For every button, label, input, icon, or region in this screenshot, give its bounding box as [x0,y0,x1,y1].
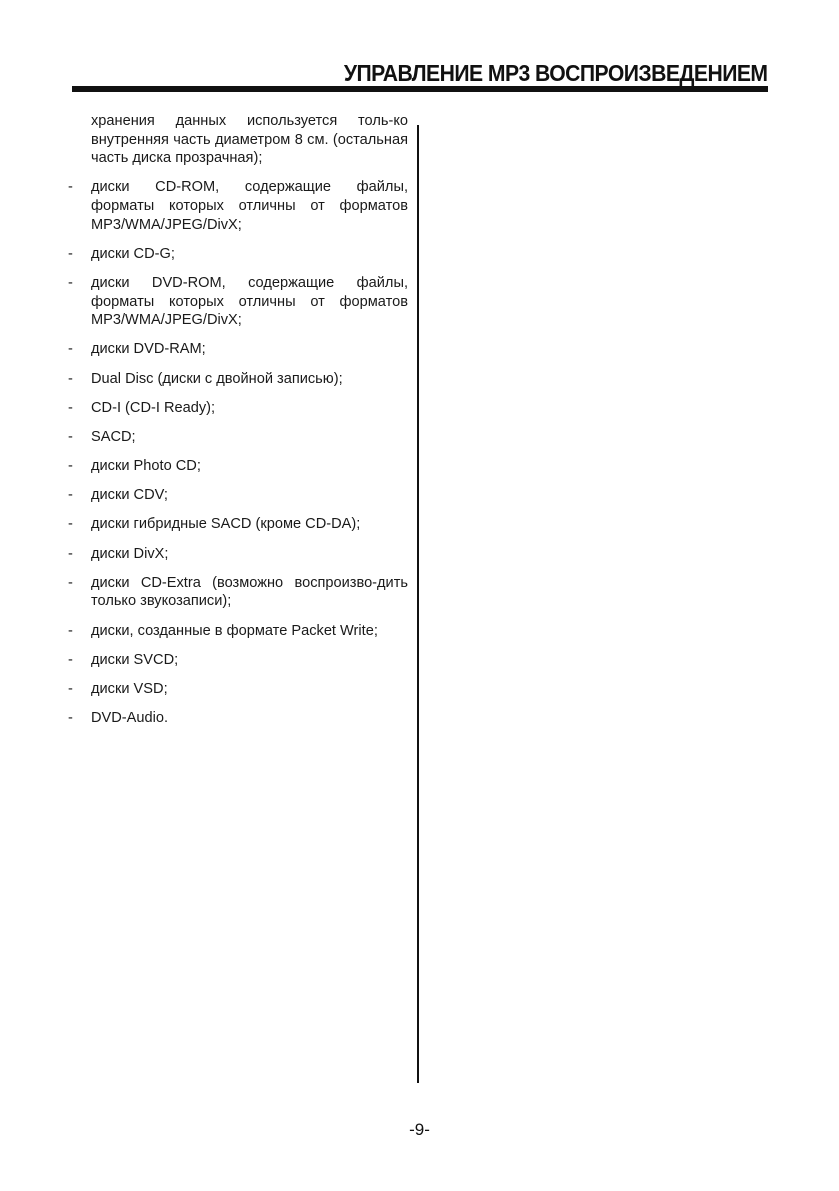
bullet-dash: - [68,622,73,639]
bullet-dash: - [68,274,73,291]
list-item-text: диски, созданные в формате Packet Write; [91,622,378,639]
bullet-dash: - [68,651,73,668]
unsupported-discs-list [68,178,408,727]
list-item-text: DVD-Audio. [91,710,169,727]
list-item [68,545,408,564]
bullet-dash: - [68,370,73,387]
bullet-dash: - [68,179,73,196]
list-item-text: Dual Disc (диски с двойной записью); [91,370,343,387]
bullet-dash: - [68,245,73,262]
list-item-text: SACD; [91,428,136,445]
list-item-text: CD-I (CD-I Ready); [91,399,216,416]
header-rule [72,86,768,92]
bullet-dash: - [68,428,73,445]
list-item [68,340,408,359]
list-item-text: диски CD-G; [91,245,175,262]
list-item-text: диски CD-Extra (возможно воспроизво-дить только звукозаписи); [91,574,408,610]
list-item [68,651,408,670]
list-item [68,574,408,611]
bullet-dash: - [68,545,73,562]
list-item [68,680,408,699]
list-item-text: диски DVD-RAM; [91,341,206,358]
list-item-text: диски VSD; [91,680,168,697]
page-number: -9- [409,1120,430,1139]
list-item [68,370,408,389]
bullet-dash: - [68,458,73,475]
continuation-paragraph: хранения данных используется толь-ко внутренняя часть диаметром 8 см. (остальная часть диска прозрачная); [91,113,408,167]
bullet-dash: - [68,710,73,727]
list-item [68,709,408,728]
list-item [68,245,408,264]
list-item [68,399,408,418]
list-item [68,515,408,534]
bullet-dash: - [68,341,73,358]
list-item-text: диски гибридные SACD (кроме CD-DA); [91,516,361,533]
left-column [68,112,408,738]
list-item [68,457,408,476]
list-item [68,274,408,330]
bullet-dash: - [68,487,73,504]
list-item [68,178,408,234]
list-item-text: диски Photo CD; [91,458,201,475]
list-item-text: диски DVD-ROM, содержащие файлы, форматы которых отличны от форматов MP3/WMA/JPEG/DivX; [91,274,408,329]
bullet-dash: - [68,680,73,697]
list-item [68,486,408,505]
list-item [68,428,408,447]
list-item-text: диски SVCD; [91,651,179,668]
bullet-dash: - [68,574,73,591]
list-item-text: диски CD-ROM, содержащие файлы, форматы которых отличны от форматов MP3/WMA/JPEG/DivX; [91,179,408,233]
bullet-dash: - [68,399,73,416]
list-item-text: диски CDV; [91,487,168,504]
list-item [68,622,408,641]
column-divider [417,125,419,1083]
bullet-dash: - [68,516,73,533]
list-item-text: диски DivX; [91,545,169,562]
section-title: УПРАВЛЕНИЕ MP3 ВОСПРОИЗВЕДЕНИЕМ [343,60,767,86]
